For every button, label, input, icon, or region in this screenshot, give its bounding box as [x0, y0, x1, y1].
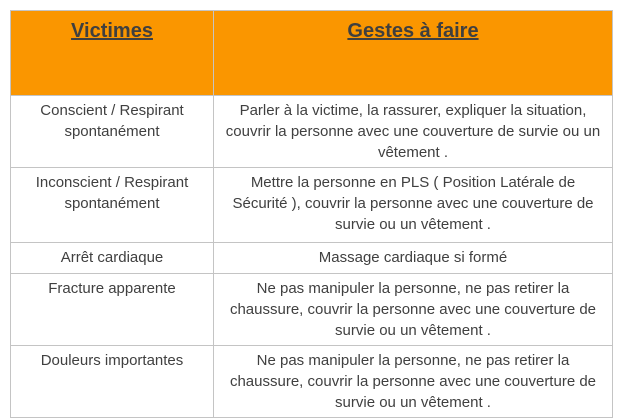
victim-cell: Inconscient / Respirant spontanément	[11, 168, 214, 243]
table-header-row	[11, 11, 613, 96]
action-cell: Mettre la personne en PLS ( Position Latérale de Sécurité ), couvrir la personne avec une couverture de survie ou un vêtement .	[214, 168, 613, 243]
action-cell: Ne pas manipuler la personne, ne pas retirer la chaussure, couvrir la personne avec une couverture de survie ou un vêtement .	[214, 274, 613, 346]
victim-cell: Conscient / Respirant spontanément	[11, 96, 214, 168]
column-header-victims: Victimes	[11, 11, 214, 96]
table-row	[11, 243, 613, 274]
action-cell: Massage cardiaque si formé	[214, 243, 613, 274]
table-row	[11, 346, 613, 418]
victim-cell: Arrêt cardiaque	[11, 243, 214, 274]
table-row	[11, 168, 613, 243]
action-cell: Ne pas manipuler la personne, ne pas retirer la chaussure, couvrir la personne avec une couverture de survie ou un vêtement .	[214, 346, 613, 418]
column-header-actions: Gestes à faire	[214, 11, 613, 96]
first-aid-table	[10, 10, 613, 418]
table-row	[11, 274, 613, 346]
action-cell: Parler à la victime, la rassurer, expliquer la situation, couvrir la personne avec une couverture de survie ou un vêtement .	[214, 96, 613, 168]
victim-cell: Douleurs importantes	[11, 346, 214, 418]
table-row	[11, 96, 613, 168]
victim-cell: Fracture apparente	[11, 274, 214, 346]
